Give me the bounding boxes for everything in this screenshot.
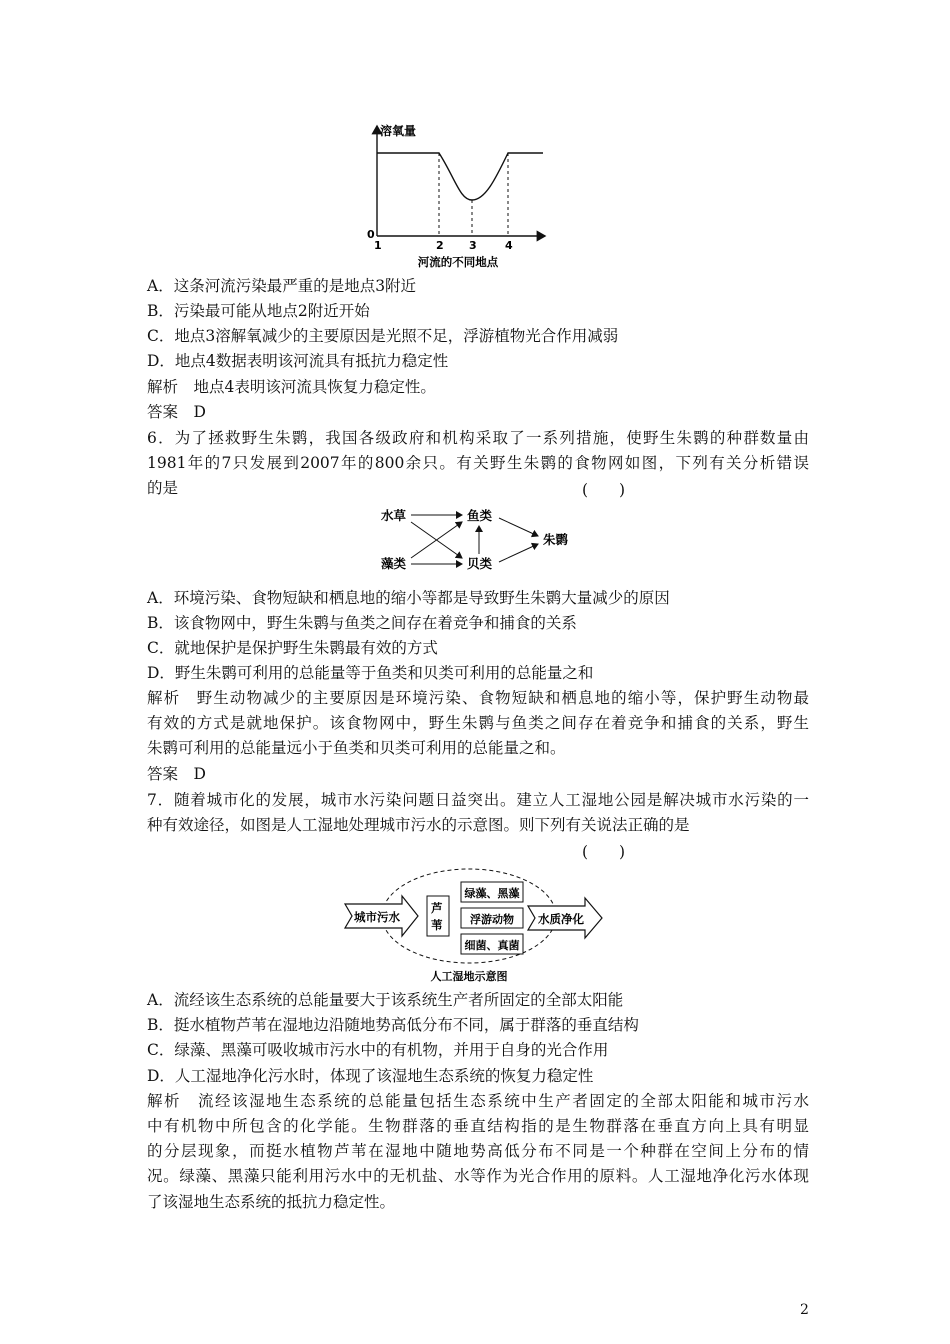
q7-option-a: A．流经该生态系统的总能量要大于该系统生产者所固定的全部太阳能 [147, 991, 624, 1009]
q5-analysis: 解析 地点4表明该河流具恢复力稳定性。 [147, 378, 436, 396]
q6-option-a: A．环境污染、食物短缺和栖息地的缩小等都是导致野生朱鹮大量减少的原因 [147, 589, 670, 607]
q6-stem-line-2: 1981年的7只发展到2007年的800余只。有关野生朱鹮的食物网如图，下列有关分析错误 [147, 454, 809, 472]
water-purified-output: 水质净化 [538, 912, 584, 926]
q5-option-c: C．地点3溶解氧减少的主要原因是光照不足，浮游植物光合作用减弱 [147, 327, 619, 345]
oxygen-river-chart [360, 118, 560, 273]
q7-analysis-line-1: 解析 流经该湿地生态系统的总能量包括生态系统中生产者固定的全部太阳能和城市污水 [147, 1092, 809, 1110]
wetland-diagram [340, 866, 610, 986]
q6-answer: 答案 D [147, 765, 206, 783]
q6-answer-blank: ( ) [582, 481, 626, 499]
sewage-input: 城市污水 [354, 910, 400, 924]
q6-analysis-line-2: 有效的方式是就地保护。该食物网中，野生朱鹮与鱼类之间存在着竞争和捕食的关系，野生 [147, 714, 809, 732]
q5-answer: 答案 D [147, 403, 206, 421]
q7-analysis-line-2: 中有机物中所包含的化学能。生物群落的垂直结构指的是生物群落在垂直方向上具有明显 [147, 1117, 809, 1135]
chart-origin: 0 [367, 228, 375, 241]
box-green-algae: 绿藻、黑藻 [464, 887, 520, 900]
q6-stem-line-3: 的是 [147, 479, 179, 497]
node-shellfish: 贝类 [467, 556, 493, 571]
page-number: 2 [800, 1302, 809, 1318]
box-bacteria-fungi: 细菌、真菌 [464, 939, 520, 952]
q6-option-b: B．该食物网中，野生朱鹮与鱼类之间存在着竞争和捕食的关系 [147, 614, 577, 632]
q6-stem-line-1: 6．为了拯救野生朱鹮，我国各级政府和机构采取了一系列措施，使野生朱鹮的种群数量由 [147, 429, 809, 447]
q7-analysis-line-4: 况。绿藻、黑藻只能利用污水中的无机盐、水等作为光合作用的原料。人工湿地净化污水体现 [147, 1167, 809, 1185]
q6-analysis-line-1: 解析 野生动物减少的主要原因是环境污染、食物短缺和栖息地的缩小等，保护野生动物最 [147, 689, 809, 707]
q7-stem-line-2: 种有效途径，如图是人工湿地处理城市污水的示意图。则下列有关说法正确的是 [147, 816, 690, 834]
reed-char-1: 芦 [431, 901, 443, 915]
q6-analysis-line-3: 朱鹮可利用的总能量远小于鱼类和贝类可利用的总能量之和。 [147, 739, 566, 757]
wetland-caption: 人工湿地示意图 [430, 970, 508, 983]
q5-option-d: D．地点4数据表明该河流具有抵抗力稳定性 [147, 352, 449, 370]
tick-4: 4 [505, 239, 513, 252]
chart-y-label: 溶氧量 [380, 124, 417, 138]
q7-analysis-line-3: 的分层现象，而挺水植物芦苇在湿地中随地势高低分布不同是一个种群在空间上分布的情 [147, 1142, 809, 1160]
q5-option-b: B．污染最可能从地点2附近开始 [147, 302, 370, 320]
q7-answer-blank: ( ) [582, 843, 626, 861]
chart-x-label: 河流的不同地点 [417, 255, 499, 269]
node-fish: 鱼类 [467, 508, 493, 523]
q7-option-b: B．挺水植物芦苇在湿地边沿随地势高低分布不同，属于群落的垂直结构 [147, 1016, 639, 1034]
tick-2: 2 [436, 239, 444, 252]
reed-char-2: 苇 [431, 918, 443, 932]
q6-option-c: C．就地保护是保护野生朱鹮最有效的方式 [147, 639, 438, 657]
tick-3: 3 [469, 239, 477, 252]
food-web-diagram [378, 504, 578, 576]
box-zooplankton: 浮游动物 [470, 913, 514, 926]
node-ibis: 朱鹮 [543, 532, 569, 547]
q6-option-d: D．野生朱鹮可利用的总能量等于鱼类和贝类可利用的总能量之和 [147, 664, 594, 682]
q7-option-d: D．人工湿地净化污水时，体现了该湿地生态系统的恢复力稳定性 [147, 1067, 594, 1085]
q5-option-a: A．这条河流污染最严重的是地点3附近 [147, 277, 417, 295]
q7-analysis-line-5: 了该湿地生态系统的抵抗力稳定性。 [147, 1193, 396, 1211]
q7-stem-line-1: 7．随着城市化的发展，城市水污染问题日益突出。建立人工湿地公园是解决城市水污染的一 [147, 791, 809, 809]
q7-option-c: C．绿藻、黑藻可吸收城市污水中的有机物，并用于自身的光合作用 [147, 1041, 609, 1059]
node-water-grass: 水草 [381, 508, 407, 523]
node-algae: 藻类 [381, 556, 407, 571]
tick-1: 1 [374, 239, 382, 252]
